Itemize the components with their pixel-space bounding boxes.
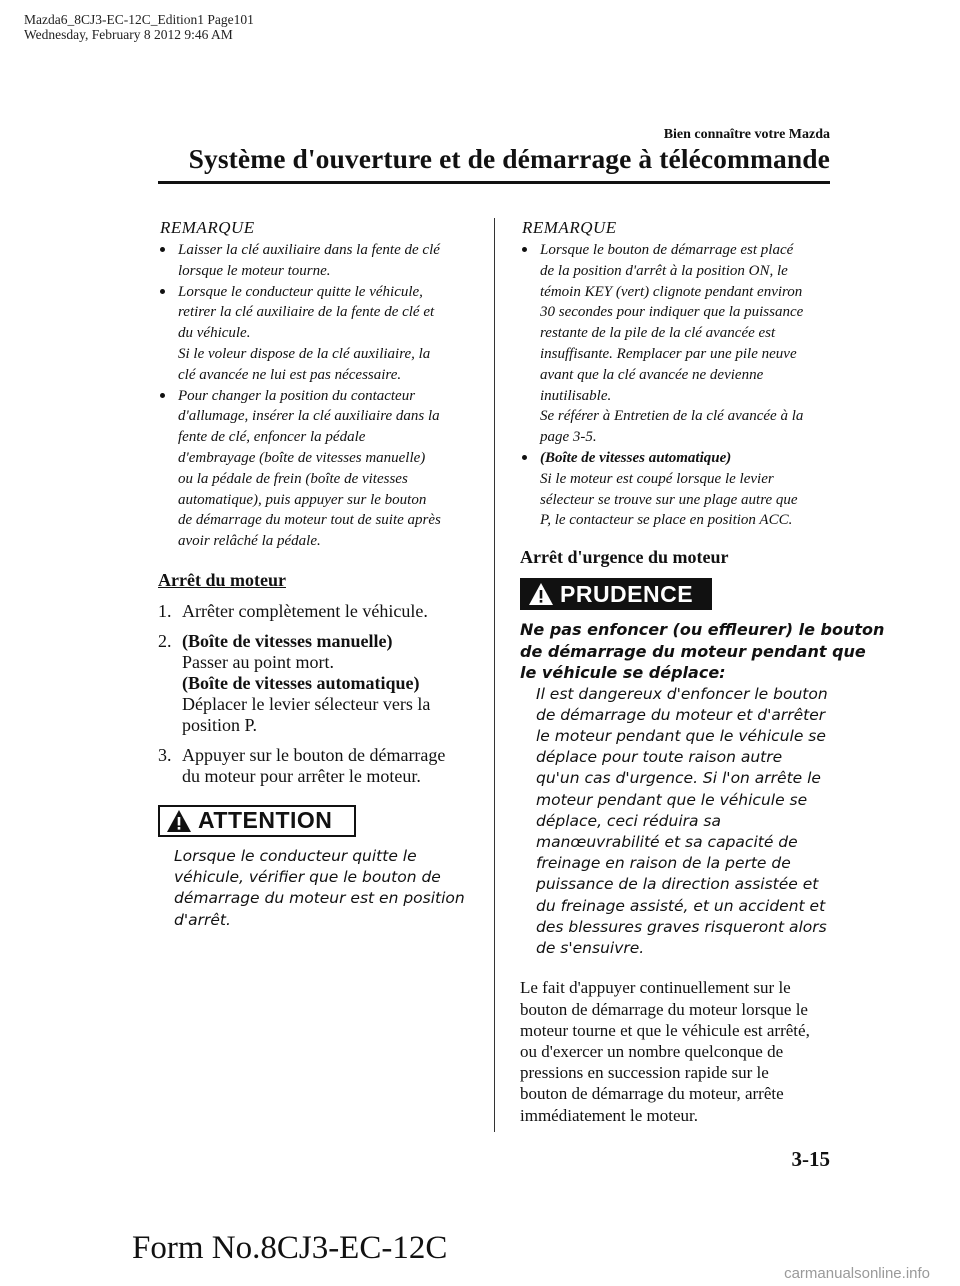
prudence-line: Il est dangereux d'enfoncer le bouton [536, 684, 828, 703]
note-line: avoir relâché la pédale. [178, 533, 321, 550]
warning-triangle-icon [528, 582, 554, 606]
note-line: d'allumage, insérer la clé auxiliaire dans la [178, 408, 440, 425]
step-subheading: (Boîte de vitesses automatique) [182, 672, 420, 693]
attention-line: démarrage du moteur est en position [174, 889, 465, 908]
column-divider [494, 218, 495, 1132]
print-metadata [24, 12, 254, 42]
step-line: du moteur pour arrêter le moteur. [182, 765, 421, 786]
step-item [158, 631, 478, 736]
paragraph-line: bouton de démarrage du moteur, arrête [520, 1084, 784, 1104]
paragraph-line: immédiatement le moteur. [520, 1105, 698, 1125]
bullet-icon [522, 247, 527, 252]
prudence-heading [520, 619, 885, 684]
paragraph-line: moteur tourne et que le véhicule est arrêté, [520, 1020, 810, 1040]
step-number: 3. [158, 744, 172, 765]
prudence-line: déplace pour toute raison autre [536, 748, 783, 767]
note-line: Lorsque le bouton de démarrage est placé [540, 242, 794, 258]
note-line: témoin KEY (vert) clignote pendant environ [540, 283, 803, 300]
note-line: sélecteur se trouve sur une plage autre que [540, 491, 798, 508]
prudence-line: moteur pendant que le véhicule se [536, 790, 808, 809]
note-line: de la position d'arrêt à la position ON, le [540, 262, 788, 279]
note-line: avant que la clé avancée ne devienne [540, 366, 764, 383]
paragraph-line: bouton de démarrage du moteur lorsque le [520, 999, 808, 1019]
step-number: 2. [158, 630, 172, 651]
note-line-bold: (Boîte de vitesses automatique) [540, 449, 732, 466]
note-line: ou la pédale de frein (boîte de vitesses [178, 470, 408, 487]
prudence-line: puissance de la direction assistée et [536, 875, 819, 894]
prudence-heading-line: le véhicule se déplace: [520, 663, 726, 683]
note-line: Se référer à Entretien de la clé avancée à la [540, 408, 804, 425]
note-line: Pour changer la position du contacteur [178, 387, 416, 404]
note-list [158, 240, 478, 552]
bullet-icon [160, 393, 165, 398]
form-number: Form No.8CJ3-EC-12C [132, 1230, 448, 1266]
prudence-line: des blessures graves risqueront alors [536, 917, 827, 936]
note-line: du véhicule. [178, 325, 251, 342]
subheading-engine-stop: Arrêt du moteur [158, 569, 286, 590]
list-item [158, 386, 478, 552]
attention-line: d'arrêt. [174, 910, 231, 929]
note-line: inutilisable. [540, 387, 612, 404]
note-line: clé avancée ne lui est pas nécessaire. [178, 366, 402, 383]
prudence-line: de s'ensuivre. [536, 939, 645, 958]
paragraph-line: ou d'exercer un nombre quelconque de [520, 1041, 784, 1061]
section-title: Système d'ouverture et de démarrage à télécommande [188, 143, 830, 174]
prudence-line: le moteur pendant que le véhicule se [536, 727, 826, 746]
chapter-title: Bien connaître votre Mazda [663, 127, 830, 142]
step-subheading: (Boîte de vitesses manuelle) [182, 630, 393, 651]
step-line: Déplacer le levier sélecteur vers la [182, 693, 431, 714]
list-item [520, 448, 835, 531]
print-meta-line1: Mazda6_8CJ3-EC-12C_Edition1 Page101 [24, 12, 254, 27]
bullet-icon [160, 289, 165, 294]
prudence-line: qu'un cas d'urgence. Si l'on arrête le [536, 769, 821, 788]
prudence-text [520, 684, 835, 960]
step-line: Passer au point mort. [182, 651, 334, 672]
paragraph-line: pressions en succession rapide sur le [520, 1063, 769, 1083]
note-title: REMARQUE [522, 218, 617, 237]
paragraph-line: Le fait d'appuyer continuellement sur le [520, 978, 791, 998]
prudence-heading-line: Ne pas enfoncer (ou effleurer) le bouton [520, 620, 885, 640]
note-line: lorsque le moteur tourne. [178, 262, 331, 279]
note-line: Si le moteur est coupé lorsque le levier [540, 470, 774, 487]
note-line: automatique), puis appuyer sur le bouton [178, 491, 427, 508]
attention-line: véhicule, vérifier que le bouton de [174, 868, 441, 887]
note-line: fente de clé, enfoncer la pédale [178, 429, 366, 446]
bullet-icon [522, 455, 527, 460]
note-line: Si le voleur dispose de la clé auxiliaire, la [178, 345, 431, 362]
subheading-emergency-stop: Arrêt d'urgence du moteur [520, 547, 729, 568]
prudence-line: du freinage assisté, et un accident et [536, 896, 826, 915]
list-item [520, 240, 835, 448]
right-column [520, 218, 885, 1126]
attention-line: Lorsque le conducteur quitte le [174, 846, 417, 865]
prudence-line: freinage en raison de la perte de [536, 854, 791, 873]
list-item [158, 282, 478, 386]
note-line: Lorsque le conducteur quitte le véhicule, [178, 283, 423, 300]
note-line: de démarrage du moteur tout de suite après [178, 512, 441, 529]
attention-label: ATTENTION [198, 807, 333, 834]
prudence-line: manœuvrabilité et sa capacité de [536, 833, 798, 852]
prudence-line: de démarrage du moteur et d'arrêter [536, 705, 826, 724]
prudence-heading-line: de démarrage du moteur pendant que [520, 641, 866, 661]
page-number: 3-15 [791, 1147, 830, 1171]
note-line: 30 secondes pour indiquer que la puissance [540, 304, 804, 321]
step-line: position P. [182, 714, 258, 735]
step-item [158, 745, 478, 787]
note-line: insuffisante. Remplacer par une pile neuve [540, 345, 797, 362]
list-item [158, 240, 478, 282]
note-line: d'embrayage (boîte de vitesses manuelle) [178, 449, 426, 466]
step-line: Appuyer sur le bouton de démarrage [182, 744, 446, 765]
prudence-line: déplace, ceci réduira sa [536, 811, 721, 830]
header-rule [158, 181, 830, 184]
note-line: P, le contacteur se place en position ACC. [540, 512, 793, 529]
step-number: 1. [158, 600, 172, 621]
step-item [158, 601, 478, 622]
watermark: carmanualsonline.info [784, 1265, 930, 1282]
note-list [520, 240, 835, 531]
attention-badge [158, 805, 356, 837]
note-line: Laisser la clé auxiliaire dans la fente de clé [178, 242, 440, 258]
prudence-label: PRUDENCE [560, 580, 694, 607]
bullet-icon [160, 247, 165, 252]
print-meta-line2: Wednesday, February 8 2012 9:46 AM [24, 27, 233, 42]
left-column [158, 218, 478, 931]
step-line: Arrêter complètement le véhicule. [182, 600, 428, 621]
attention-text [158, 846, 478, 931]
warning-triangle-icon [166, 809, 192, 833]
note-line: retirer la clé auxiliaire de la fente de clé et [178, 304, 435, 321]
body-paragraph [520, 977, 835, 1125]
note-title: REMARQUE [160, 218, 255, 237]
note-line: restante de la pile de la clé avancée est [540, 325, 776, 342]
prudence-badge [520, 578, 712, 610]
note-line: page 3-5. [540, 429, 597, 446]
